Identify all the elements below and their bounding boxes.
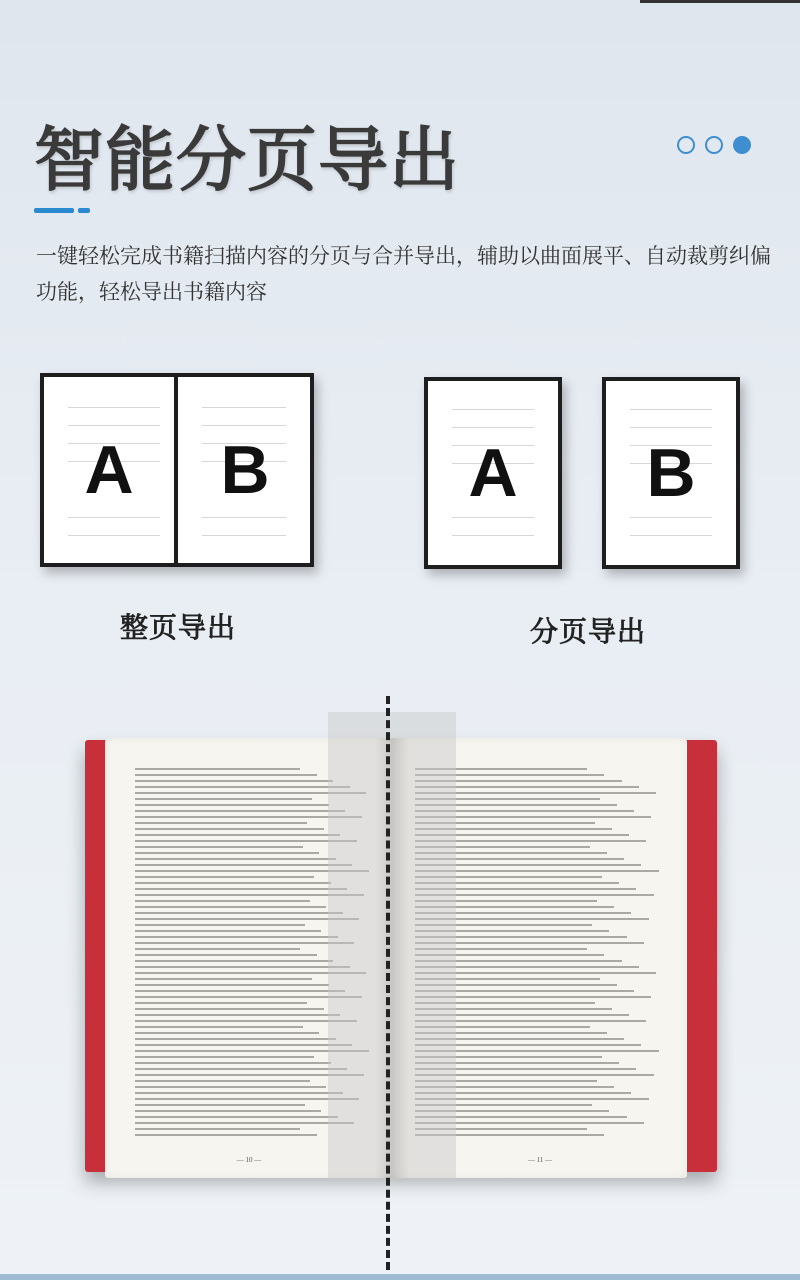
spread-divider (174, 375, 178, 565)
text-line (135, 1002, 307, 1004)
text-line (135, 846, 303, 848)
text-line (135, 1110, 321, 1112)
text-line (135, 900, 310, 902)
text-line (135, 978, 312, 980)
text-line (135, 798, 312, 800)
text-line (135, 1128, 300, 1130)
text-line (135, 1092, 343, 1094)
pagination-dots (677, 136, 751, 154)
text-line (135, 768, 300, 770)
text-line (135, 852, 319, 854)
top-strip (640, 0, 800, 3)
text-line (135, 1056, 314, 1058)
text-line (135, 1044, 352, 1046)
text-line (135, 1062, 331, 1064)
text-line (135, 840, 357, 842)
text-line (135, 954, 317, 956)
letter-b: B (220, 432, 270, 508)
text-line (135, 1134, 317, 1136)
text-line (135, 1086, 326, 1088)
text-line (135, 1116, 338, 1118)
letter-b: B (646, 435, 696, 511)
text-line (135, 960, 333, 962)
letter-a: A (468, 435, 518, 511)
open-book-image (85, 712, 717, 1194)
text-line (135, 1080, 310, 1082)
split-page-card-b (602, 377, 740, 569)
text-line (135, 804, 329, 806)
whole-page-label: 整页导出 (120, 611, 237, 644)
pagination-dot[interactable] (705, 136, 723, 154)
text-line (135, 1026, 303, 1028)
split-dashed-line (386, 696, 390, 1270)
text-line (135, 1104, 305, 1106)
text-line (135, 1014, 340, 1016)
text-line (135, 912, 343, 914)
text-line (135, 1032, 319, 1034)
left-page-number: — 10 — (236, 1156, 262, 1164)
text-line (135, 822, 307, 824)
text-line (135, 1038, 336, 1040)
page-title: 智能分页导出 (34, 119, 460, 201)
right-page-number: — 11 — (527, 1156, 553, 1164)
text-line (135, 810, 345, 812)
text-line (135, 1068, 347, 1070)
text-line (135, 942, 354, 944)
text-line (135, 888, 347, 890)
text-line (135, 930, 321, 932)
text-line (135, 906, 326, 908)
text-line (135, 918, 359, 920)
accent-bar (34, 208, 90, 213)
text-line (135, 864, 352, 866)
text-line (135, 786, 350, 788)
text-line (135, 882, 331, 884)
text-line (135, 924, 305, 926)
text-line (135, 858, 336, 860)
split-highlight-band (328, 712, 456, 1182)
pagination-dot-active[interactable] (733, 136, 751, 154)
text-line (135, 1020, 357, 1022)
text-line (135, 990, 345, 992)
letter-a: A (84, 432, 134, 508)
text-line (135, 948, 300, 950)
text-line (135, 984, 329, 986)
split-page-card-a (424, 377, 562, 569)
text-line (135, 876, 314, 878)
text-line (135, 1122, 354, 1124)
bottom-strip (0, 1274, 800, 1280)
text-line (135, 774, 317, 776)
text-line (135, 936, 338, 938)
text-line (135, 834, 340, 836)
split-page-label: 分页导出 (530, 615, 647, 648)
text-line (135, 1098, 359, 1100)
pagination-dot[interactable] (677, 136, 695, 154)
text-line (135, 966, 350, 968)
description: 一键轻松完成书籍扫描内容的分页与合并导出，辅助以曲面展平、自动裁剪纠偏功能，轻松导出书籍内容 (36, 244, 771, 304)
text-line (135, 780, 333, 782)
text-line (135, 828, 324, 830)
text-line (135, 1008, 324, 1010)
